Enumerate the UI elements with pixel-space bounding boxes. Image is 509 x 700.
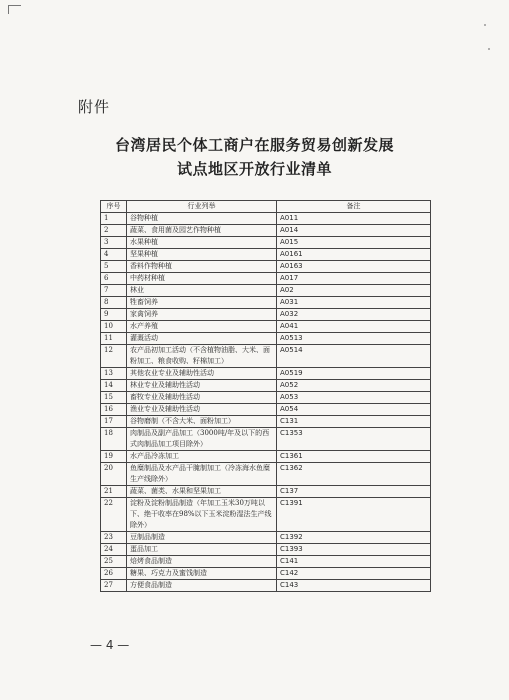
row-remark-code: C1362 (277, 463, 431, 486)
row-industry: 坚果种植 (127, 249, 277, 261)
table-row (101, 451, 431, 463)
row-industry: 渔业专业及辅助性活动 (127, 404, 277, 416)
row-remark-code: A017 (277, 273, 431, 285)
table-row (101, 404, 431, 416)
row-serial: 5 (101, 261, 127, 273)
row-industry: 中药材种植 (127, 273, 277, 285)
row-remark-code: C1393 (277, 544, 431, 556)
row-serial: 7 (101, 285, 127, 297)
table-row (101, 237, 431, 249)
row-industry: 淀粉及淀粉制品制造（年加工玉米30万吨以下、绝干收率在98%以下玉米淀粉湿法生产线除外） (127, 498, 277, 532)
table-row (101, 297, 431, 309)
row-serial: 11 (101, 333, 127, 345)
table-row (101, 345, 431, 368)
document-title-line1: 台湾居民个体工商户在服务贸易创新发展 (114, 136, 394, 154)
row-remark-code: A031 (277, 297, 431, 309)
row-remark-code: C1391 (277, 498, 431, 532)
table-row (101, 368, 431, 380)
row-serial: 23 (101, 532, 127, 544)
row-serial: 19 (101, 451, 127, 463)
row-serial: 16 (101, 404, 127, 416)
table-row (101, 532, 431, 544)
row-serial: 15 (101, 392, 127, 404)
row-remark-code: C141 (277, 556, 431, 568)
row-industry: 水果种植 (127, 237, 277, 249)
table-row (101, 309, 431, 321)
row-serial: 1 (101, 213, 127, 225)
row-remark-code: A052 (277, 380, 431, 392)
row-serial: 3 (101, 237, 127, 249)
row-serial: 27 (101, 580, 127, 592)
attachment-label: 附件 (78, 98, 111, 116)
scan-speck (484, 24, 486, 26)
header-remark: 备注 (277, 201, 431, 213)
row-remark-code: A0161 (277, 249, 431, 261)
row-remark-code: C1353 (277, 428, 431, 451)
row-industry: 香料作物种植 (127, 261, 277, 273)
table-row (101, 498, 431, 532)
row-industry: 灌溉活动 (127, 333, 277, 345)
row-industry: 糖果、巧克力及蜜饯制造 (127, 568, 277, 580)
row-serial: 24 (101, 544, 127, 556)
row-remark-code: A041 (277, 321, 431, 333)
row-serial: 12 (101, 345, 127, 368)
row-remark-code: A032 (277, 309, 431, 321)
row-serial: 26 (101, 568, 127, 580)
row-remark-code: C142 (277, 568, 431, 580)
row-industry: 农产品初加工活动（不含植物油脂、大米、面粉加工、粮食收购、籽棉加工） (127, 345, 277, 368)
table-row (101, 321, 431, 333)
row-remark-code: A015 (277, 237, 431, 249)
row-serial: 13 (101, 368, 127, 380)
table-row (101, 213, 431, 225)
row-serial: 8 (101, 297, 127, 309)
table-row (101, 486, 431, 498)
row-remark-code: A054 (277, 404, 431, 416)
row-remark-code: A0513 (277, 333, 431, 345)
row-remark-code: A0163 (277, 261, 431, 273)
row-remark-code: A014 (277, 225, 431, 237)
row-serial: 2 (101, 225, 127, 237)
row-remark-code: A053 (277, 392, 431, 404)
row-serial: 10 (101, 321, 127, 333)
corner-crop-mark (8, 5, 21, 14)
row-serial: 9 (101, 309, 127, 321)
page-number: — 4 — (90, 638, 130, 652)
row-industry: 其他农业专业及辅助性活动 (127, 368, 277, 380)
row-industry: 水产品冷冻加工 (127, 451, 277, 463)
row-industry: 蛋品加工 (127, 544, 277, 556)
row-remark-code: A0519 (277, 368, 431, 380)
row-serial: 20 (101, 463, 127, 486)
table-row (101, 544, 431, 556)
row-serial: 14 (101, 380, 127, 392)
table-row (101, 392, 431, 404)
row-industry: 谷物磨制（不含大米、面粉加工） (127, 416, 277, 428)
table-row (101, 285, 431, 297)
table-row (101, 416, 431, 428)
row-industry: 牲畜饲养 (127, 297, 277, 309)
row-serial: 18 (101, 428, 127, 451)
table-header-row (101, 201, 431, 213)
table-row (101, 580, 431, 592)
table-row (101, 261, 431, 273)
row-serial: 21 (101, 486, 127, 498)
document-title-line2: 试点地区开放行业清单 (176, 160, 332, 178)
row-industry: 肉制品及副产品加工（3000吨/年及以下的西式肉制品加工项目除外） (127, 428, 277, 451)
row-industry: 林业专业及辅助性活动 (127, 380, 277, 392)
row-remark-code: C137 (277, 486, 431, 498)
header-industry: 行业列举 (127, 201, 277, 213)
row-remark-code: A011 (277, 213, 431, 225)
table-row (101, 556, 431, 568)
row-remark-code: A0514 (277, 345, 431, 368)
row-remark-code: C1392 (277, 532, 431, 544)
table-row (101, 333, 431, 345)
table-row (101, 225, 431, 237)
row-serial: 22 (101, 498, 127, 532)
scan-speck (488, 48, 490, 50)
row-serial: 6 (101, 273, 127, 285)
row-industry: 蔬菜、食用菌及园艺作物种植 (127, 225, 277, 237)
row-remark-code: C1361 (277, 451, 431, 463)
row-industry: 蔬菜、菌类、水果和坚果加工 (127, 486, 277, 498)
row-industry: 豆制品制造 (127, 532, 277, 544)
row-remark-code: C143 (277, 580, 431, 592)
table-row (101, 463, 431, 486)
table-row (101, 273, 431, 285)
row-industry: 畜牧专业及辅助性活动 (127, 392, 277, 404)
table-row (101, 380, 431, 392)
table-row (101, 568, 431, 580)
row-remark-code: C131 (277, 416, 431, 428)
table-row (101, 428, 431, 451)
row-serial: 17 (101, 416, 127, 428)
row-industry: 焙烤食品制造 (127, 556, 277, 568)
row-industry: 水产养殖 (127, 321, 277, 333)
row-remark-code: A02 (277, 285, 431, 297)
industry-table (100, 200, 431, 592)
table-row (101, 249, 431, 261)
row-industry: 鱼糜制品及水产品干腌制加工（冷冻海水鱼糜生产线除外） (127, 463, 277, 486)
row-serial: 25 (101, 556, 127, 568)
row-industry: 家禽饲养 (127, 309, 277, 321)
row-industry: 谷物种植 (127, 213, 277, 225)
row-industry: 林业 (127, 285, 277, 297)
row-industry: 方便食品制造 (127, 580, 277, 592)
header-serial: 序号 (101, 201, 127, 213)
row-serial: 4 (101, 249, 127, 261)
